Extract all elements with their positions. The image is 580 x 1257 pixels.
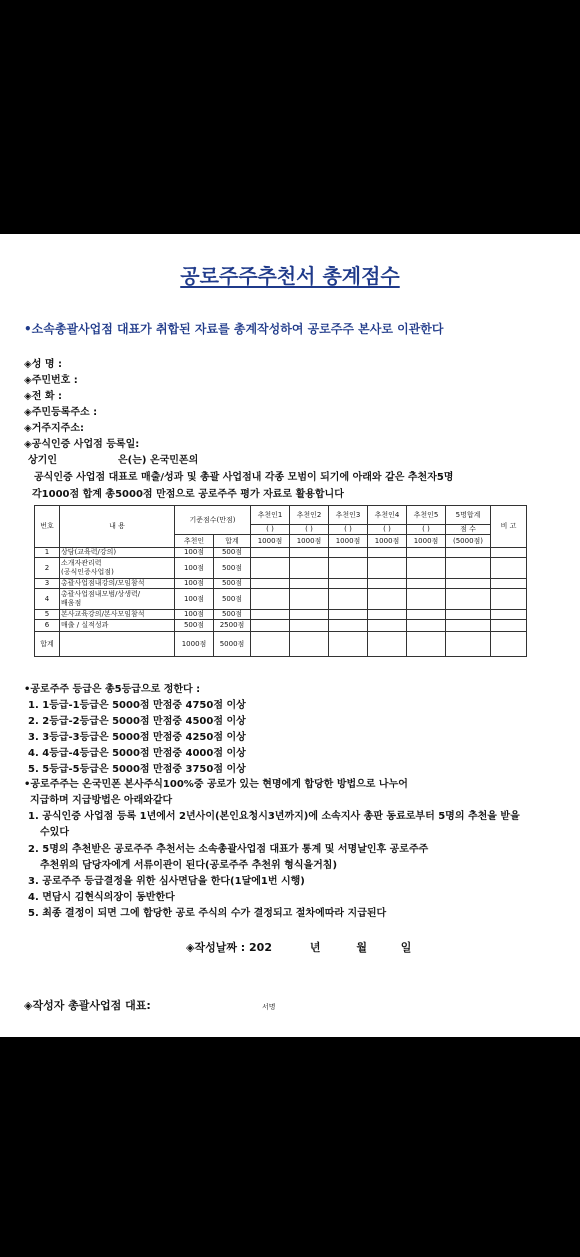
sum-cell[interactable] xyxy=(446,610,491,620)
score-cell[interactable] xyxy=(368,548,407,558)
method-item-cont: 수있다 xyxy=(40,827,69,838)
date-month: 월 xyxy=(356,941,367,954)
score-cell[interactable] xyxy=(290,579,329,589)
field-registration-date: ◈공식인증 사업점 등록일: xyxy=(24,439,140,450)
score-cell[interactable] xyxy=(407,620,446,632)
notice-text: •소속총괄사업점 대표가 취합된 자료를 총계작성하여 공로주주 본사로 이관한다 xyxy=(24,322,444,336)
header-recommender-5-paren: ( ) xyxy=(407,525,446,535)
note-cell[interactable] xyxy=(491,558,527,579)
table-row xyxy=(35,558,527,579)
table-row xyxy=(35,589,527,610)
intro-line1-a: 상기인 xyxy=(28,455,57,466)
method-item: 4. 면담시 김현식의장이 동반한다 xyxy=(28,892,175,903)
intro-line2: 공식인증 사업점 대표로 매출/성과 및 총괄 사업점내 각종 모범이 되기에 아래와 같은 추천자5명 xyxy=(34,472,454,483)
sum-cell[interactable] xyxy=(446,632,491,657)
header-sum5-line1: 5명합계 xyxy=(446,506,491,525)
header-recommender-4-paren: ( ) xyxy=(368,525,407,535)
row-no: 2 xyxy=(35,558,60,579)
header-content: 내 용 xyxy=(60,506,175,548)
row-rec-score: 100점 xyxy=(175,610,214,620)
row-total-score: 2500점 xyxy=(214,620,251,632)
table-row xyxy=(35,579,527,589)
header-rec-score: 추천인 xyxy=(175,535,214,548)
score-cell[interactable] xyxy=(290,589,329,610)
score-cell[interactable] xyxy=(407,610,446,620)
note-cell[interactable] xyxy=(491,632,527,657)
header-recommender-2: 추천인2 xyxy=(290,506,329,525)
table-sum-row xyxy=(35,632,527,657)
row-total-score: 500점 xyxy=(214,610,251,620)
grade-item: 4. 4등급-4등급은 5000점 만점중 4000점 이상 xyxy=(28,748,246,759)
note-cell[interactable] xyxy=(491,610,527,620)
score-cell[interactable] xyxy=(329,620,368,632)
method-item-cont: 추천위의 담당자에게 서류이관이 된다(공로주주 추천위 형식을거침) xyxy=(40,860,338,871)
date-day: 일 xyxy=(400,941,412,954)
score-cell[interactable] xyxy=(407,589,446,610)
score-cell[interactable] xyxy=(407,548,446,558)
score-cell[interactable] xyxy=(329,632,368,657)
score-cell[interactable] xyxy=(368,620,407,632)
method-item: 3. 공로주주 등급결정을 위한 심사면담을 한다(1달에1번 시행) xyxy=(28,876,305,887)
table-row xyxy=(35,548,527,558)
sum-row-rec-score: 1000점 xyxy=(175,632,214,657)
score-cell[interactable] xyxy=(329,548,368,558)
method-item: 1. 공식인증 사업점 등록 1년에서 2년사이(본인요청시3년까지)에 소속지사 총판 동료로부터 5명의 추천을 받을 xyxy=(28,811,520,822)
grade-item: 1. 1등급-1등급은 5000점 만점중 4750점 이상 xyxy=(28,700,246,711)
row-total-score: 500점 xyxy=(214,579,251,589)
row-content: 총괄사업점내모범/상생력/ 배움점 xyxy=(60,589,175,610)
header-recommender-3-score: 1000점 xyxy=(329,535,368,548)
field-id-number: ◈주민번호 : xyxy=(24,375,78,386)
row-content: 상담(교육력/강의) xyxy=(60,548,175,558)
method-heading-2: 지급하며 지급방법은 아래와같다 xyxy=(30,795,173,806)
sum-cell[interactable] xyxy=(446,579,491,589)
row-no: 1 xyxy=(35,548,60,558)
score-cell[interactable] xyxy=(251,548,290,558)
sum-cell[interactable] xyxy=(446,548,491,558)
header-recommender-1-paren: ( ) xyxy=(251,525,290,535)
grades-heading: •공로주주 등급은 총5등급으로 정한다 : xyxy=(24,684,201,695)
grade-item: 3. 3등급-3등급은 5000점 만점중 4250점 이상 xyxy=(28,732,246,743)
row-no: 6 xyxy=(35,620,60,632)
sum-row-content xyxy=(60,632,175,657)
score-cell[interactable] xyxy=(251,589,290,610)
header-recommender-5: 추천인5 xyxy=(407,506,446,525)
score-cell[interactable] xyxy=(251,558,290,579)
row-rec-score: 100점 xyxy=(175,589,214,610)
field-name: ◈성 명 : xyxy=(24,359,62,370)
sum-cell[interactable] xyxy=(446,589,491,610)
score-cell[interactable] xyxy=(251,610,290,620)
row-total-score: 500점 xyxy=(214,589,251,610)
method-item: 2. 5명의 추천받은 공로주주 추천서는 소속총괄사업점 대표가 통계 및 서명날인후 공로주주 xyxy=(28,844,429,855)
score-cell[interactable] xyxy=(368,589,407,610)
sum-row-label: 합계 xyxy=(35,632,60,657)
score-cell[interactable] xyxy=(329,589,368,610)
score-cell[interactable] xyxy=(290,632,329,657)
header-recommender-4-score: 1000점 xyxy=(368,535,407,548)
row-rec-score: 100점 xyxy=(175,558,214,579)
row-total-score: 500점 xyxy=(214,548,251,558)
score-cell[interactable] xyxy=(251,632,290,657)
score-cell[interactable] xyxy=(251,579,290,589)
score-cell[interactable] xyxy=(290,620,329,632)
sum-row-total-score: 5000점 xyxy=(214,632,251,657)
header-base-score: 기준점수(만점) xyxy=(175,506,251,535)
grade-item: 2. 2등급-2등급은 5000점 만점중 4500점 이상 xyxy=(28,716,246,727)
method-heading-1: •공로주주는 온국민폰 본사주식100%중 공로가 있는 현명에게 합당한 방법으로 나누어 xyxy=(24,779,408,790)
row-total-score: 500점 xyxy=(214,558,251,579)
score-cell[interactable] xyxy=(368,610,407,620)
score-cell[interactable] xyxy=(329,579,368,589)
row-rec-score: 500점 xyxy=(175,620,214,632)
score-cell[interactable] xyxy=(368,579,407,589)
field-phone: ◈전 화 : xyxy=(24,391,62,402)
field-residence-address: ◈거주지주소: xyxy=(24,423,84,434)
note-cell[interactable] xyxy=(491,620,527,632)
row-no: 5 xyxy=(35,610,60,620)
table-row xyxy=(35,620,527,632)
document-page xyxy=(0,234,580,1037)
header-recommender-1: 추천인1 xyxy=(251,506,290,525)
method-item: 5. 최종 결정이 되면 그에 합당한 공로 주식의 수가 결정되고 절차에따라 지급된다 xyxy=(28,908,387,919)
date-label: ◈작성날짜 : 202 xyxy=(186,941,272,954)
row-content: 소개자관리력 (공식인증사업점) xyxy=(60,558,175,579)
header-recommender-5-score: 1000점 xyxy=(407,535,446,548)
header-recommender-4: 추천인4 xyxy=(368,506,407,525)
score-cell[interactable] xyxy=(290,558,329,579)
score-cell[interactable] xyxy=(329,610,368,620)
signer-label: ◈작성자 총괄사업점 대표: xyxy=(24,999,151,1012)
sum-cell[interactable] xyxy=(446,558,491,579)
note-cell[interactable] xyxy=(491,579,527,589)
note-cell[interactable] xyxy=(491,589,527,610)
score-cell[interactable] xyxy=(368,632,407,657)
score-cell[interactable] xyxy=(251,620,290,632)
header-sum5-line2: 점 수 xyxy=(446,525,491,535)
score-cell[interactable] xyxy=(407,579,446,589)
sum-cell[interactable] xyxy=(446,620,491,632)
table-row xyxy=(35,610,527,620)
header-recommender-1-score: 1000점 xyxy=(251,535,290,548)
row-rec-score: 100점 xyxy=(175,579,214,589)
date-year: 년 xyxy=(309,941,321,954)
intro-line1-b: 은(는) 온국민폰의 xyxy=(118,455,199,466)
row-content: 총괄사업점내강의/모임참석 xyxy=(60,579,175,589)
score-cell[interactable] xyxy=(290,548,329,558)
row-no: 3 xyxy=(35,579,60,589)
note-cell[interactable] xyxy=(491,548,527,558)
header-recommender-3-paren: ( ) xyxy=(329,525,368,535)
score-table xyxy=(34,505,527,657)
score-cell[interactable] xyxy=(368,558,407,579)
score-cell[interactable] xyxy=(407,558,446,579)
header-sum5-line3: (5000점) xyxy=(446,535,491,548)
row-content: 본사교육강의/본사모임참석 xyxy=(60,610,175,620)
header-recommender-2-score: 1000점 xyxy=(290,535,329,548)
date-line xyxy=(186,939,411,955)
field-registered-address: ◈주민등록주소 : xyxy=(24,407,98,418)
header-note: 비 고 xyxy=(491,506,527,548)
row-no: 4 xyxy=(35,589,60,610)
header-recommender-3: 추천인3 xyxy=(329,506,368,525)
grade-item: 5. 5등급-5등급은 5000점 만점중 3750점 이상 xyxy=(28,764,246,775)
header-no: 번호 xyxy=(35,506,60,548)
row-rec-score: 100점 xyxy=(175,548,214,558)
score-cell[interactable] xyxy=(290,610,329,620)
row-content: 매출 / 실적성과 xyxy=(60,620,175,632)
document-title: 공로주주추천서 총계점수 xyxy=(180,264,400,288)
header-recommender-2-paren: ( ) xyxy=(290,525,329,535)
score-cell[interactable] xyxy=(329,558,368,579)
signature-field[interactable]: 서명 xyxy=(262,1003,276,1011)
header-total-score: 합계 xyxy=(214,535,251,548)
intro-line3: 각1000점 합계 총5000점 만점으로 공로주주 평가 자료로 활용합니다 xyxy=(32,489,344,500)
score-cell[interactable] xyxy=(407,632,446,657)
